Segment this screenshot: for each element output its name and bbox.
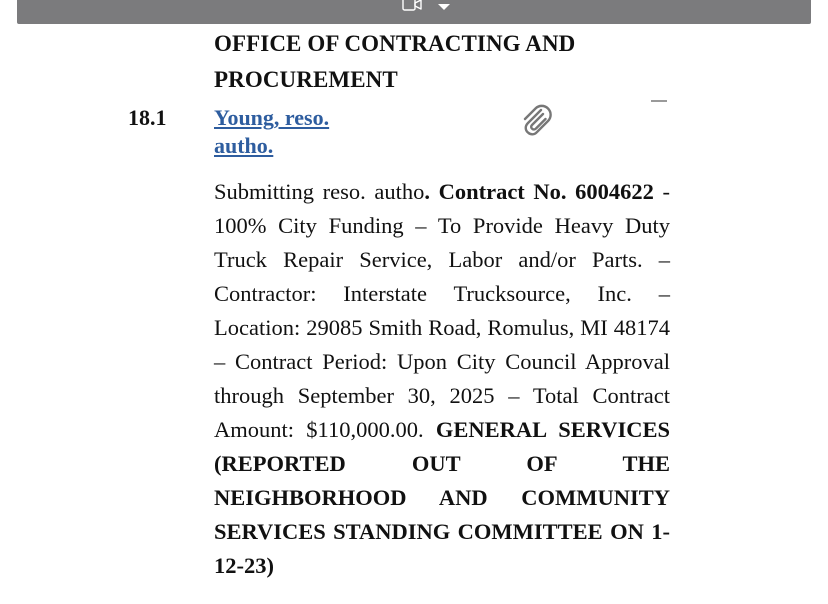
minimize-mark: [651, 100, 667, 102]
item-details-text: - 100% City Funding – To Provide Heavy Duty Truck Repair Service, Labor and/or Parts. – Contractor: Interstate Trucksource, Inc. – Location: 29085 Smith Road, Romulus, MI 48174 – Contract Period: Upon City Council Approval through September 30, 2025 – Total Contract Amount: $110,000.00.: [214, 179, 670, 442]
item-description: [214, 175, 670, 583]
section-heading: OFFICE OF CONTRACTING AND PROCUREMENT: [214, 31, 576, 92]
sponsor-link[interactable]: [214, 104, 364, 160]
item-lead-text: Submitting reso. autho: [214, 179, 425, 204]
paperclip-icon[interactable]: [519, 101, 553, 139]
sponsor-link-line1[interactable]: Young, reso.: [214, 105, 330, 130]
video-camera-icon[interactable]: [402, 0, 422, 12]
viewer-toolbar: [17, 0, 811, 24]
item-number: 18.1: [128, 105, 167, 130]
committee-note: GENERAL SERVICES (REPORTED OUT OF THE NEIGHBORHOOD AND COMMUNITY SERVICES STANDING COMMITTEE ON 1-12-23): [214, 417, 671, 578]
contract-number: . Contract No. 6004622: [424, 179, 654, 204]
caret-down-icon[interactable]: [437, 3, 451, 11]
sponsor-link-line2[interactable]: autho.: [214, 133, 274, 158]
